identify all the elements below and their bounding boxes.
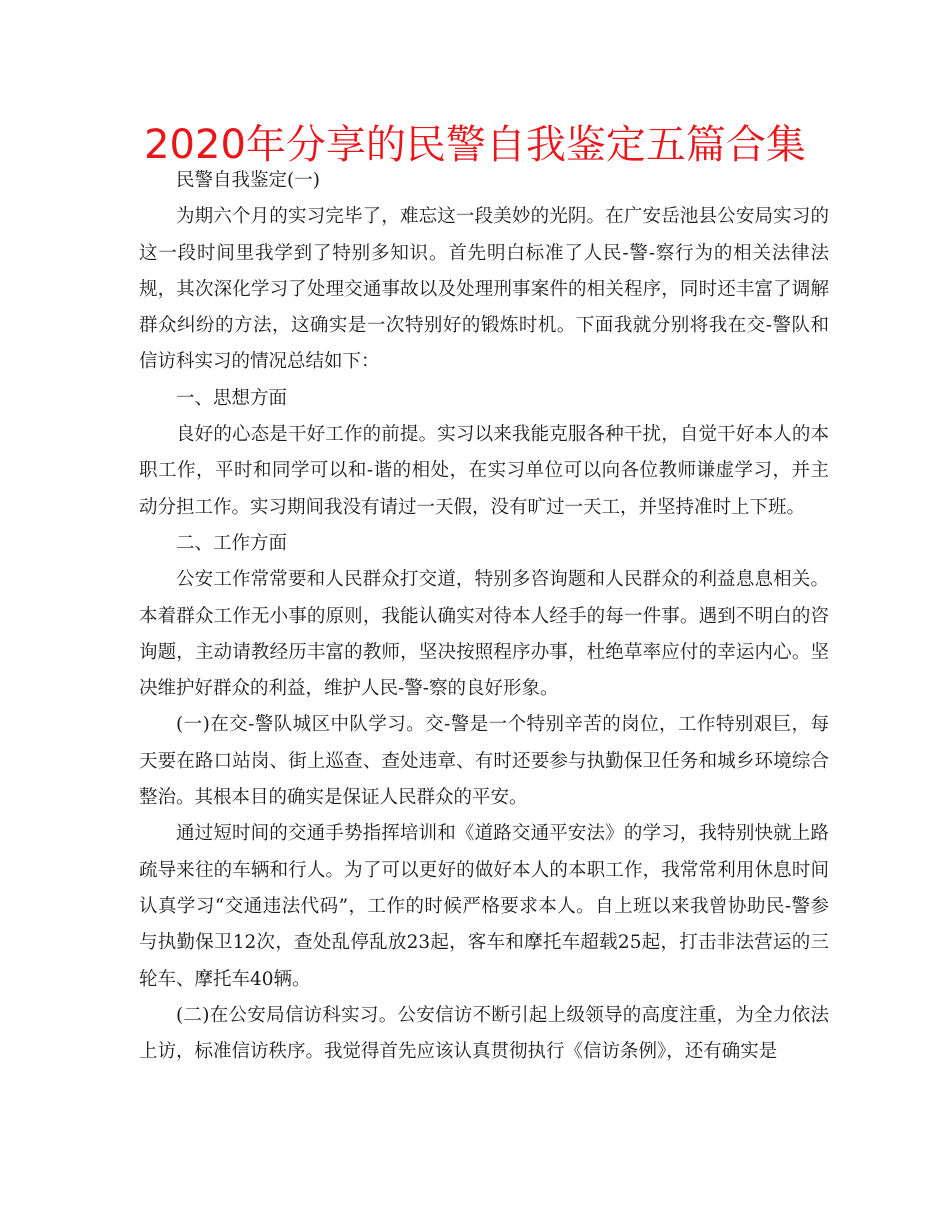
paragraph: 公安工作常常要和人民群众打交道，特别多咨询题和人民群众的利益息息相关。本着群众工作无小事的原则，我能认确实对待本人经手的每一件事。遇到不明白的咨询题，主动请教经历丰富的教师，坚决按照程序办事，杜绝草率应付的幸运内心。坚决维护好群众的利益，维护人民-警-察的良好形象。 [139,569,829,700]
section-heading: 二、工作方面 [176,532,288,554]
paragraph: (一)在交-警队城区中队学习。交-警是一个特别辛苦的岗位，工作特别艰巨，每天要在路口站岗、街上巡查、查处违章、有时还要参与执勤保卫任务和城乡环境综合整治。其根本目的确实是保证人民群众的平安。 [139,714,829,809]
section-heading: 一、思想方面 [176,387,288,409]
document-body [139,163,829,1070]
paragraph: 良好的心态是干好工作的前提。实习以来我能克服各种干扰，自觉干好本人的本职工作，平时和同学可以和-谐的相处，在实习单位可以向各位教师谦虚学习，并主动分担工作。实习期间我没有请过一天假，没有旷过一天工，并坚持准时上下班。 [139,424,829,518]
section-heading: 民警自我鉴定(一) [176,170,320,191]
paragraph: 通过短时间的交通手势指挥培训和《道路交通平安法》的学习，我特别快就上路疏导来往的车辆和行人。为了可以更好的做好本人的本职工作，我常常利用休息时间认真学习“交通违法代码”，工作的时候严格要求本人。自上班以来我曾协助民-警参与执勤保卫12次，查处乱停乱放23起，客车和摩托车超载25起，打击非法营运的三轮车、摩托车40辆。 [139,823,829,990]
paragraph: (二)在公安局信访科实习。公安信访不断引起上级领导的高度注重，为全力依法上访，标准信访秩序。我觉得首先应该认真贯彻执行《信访条例》，还有确实是 [139,1004,829,1063]
paragraph: 为期六个月的实习完毕了，难忘这一段美妙的光阴。在广安岳池县公安局实习的这一段时间里我学到了特别多知识。首先明白标准了人民-警-察行为的相关法律法规，其次深化学习了处理交通事故以及处理刑事案件的相关程序，同时还丰富了调解群众纠纷的方法，这确实是一次特别好的锻炼时机。下面我就分别将我在交-警队和信访科实习的情况总结如下： [139,206,829,373]
document-title: 2020年分享的民警自我鉴定五篇合集 [144,122,806,168]
